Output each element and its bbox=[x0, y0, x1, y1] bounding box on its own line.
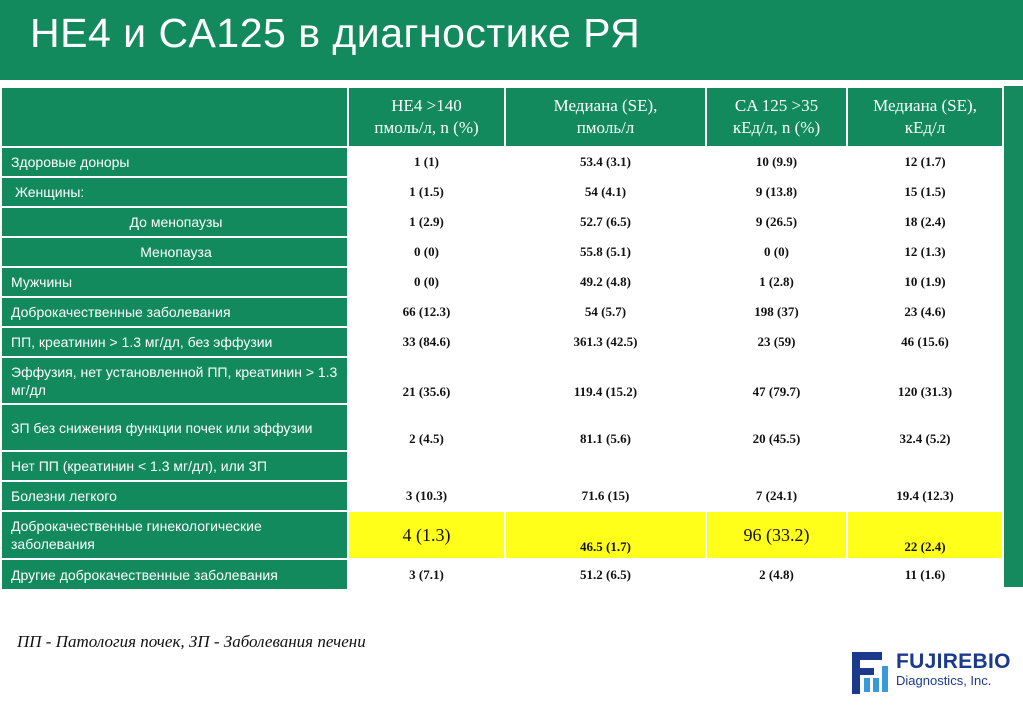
table-row bbox=[1, 207, 1003, 237]
cell-value: 81.1 (5.6) bbox=[505, 404, 706, 451]
cell-value: 52.7 (6.5) bbox=[505, 207, 706, 237]
row-label: Эффузия, нет установленной ПП, креатинин > 1.3 мг/дл bbox=[1, 357, 348, 404]
row-label: До менопаузы bbox=[1, 207, 348, 237]
cell-value: 20 (45.5) bbox=[706, 404, 847, 451]
cell-value: 0 (0) bbox=[706, 237, 847, 267]
table-row bbox=[1, 237, 1003, 267]
cell-value: 46 (15.6) bbox=[847, 327, 1003, 357]
row-label: Доброкачественные заболевания bbox=[1, 297, 348, 327]
cell-value: 19.4 (12.3) bbox=[847, 481, 1003, 511]
page-title: HE4 и CA125 в диагностике РЯ bbox=[30, 10, 641, 56]
cell-value: 3 (7.1) bbox=[348, 559, 505, 590]
table-row bbox=[1, 297, 1003, 327]
cell-value: 9 (13.8) bbox=[706, 177, 847, 207]
row-label: Болезни легкого bbox=[1, 481, 348, 511]
cell-value bbox=[348, 451, 505, 481]
row-label: ПП, креатинин > 1.3 мг/дл, без эффузии bbox=[1, 327, 348, 357]
table-row bbox=[1, 327, 1003, 357]
logo-subtitle: Diagnostics, Inc. bbox=[896, 673, 992, 688]
cell-value: 10 (1.9) bbox=[847, 267, 1003, 297]
cell-value: 1 (2.8) bbox=[706, 267, 847, 297]
footnote: ПП - Патология почек, ЗП - Заболевания печени bbox=[17, 632, 366, 651]
cell-value: 46.5 (1.7) bbox=[505, 511, 706, 559]
cell-value: 49.2 (4.8) bbox=[505, 267, 706, 297]
cell-value: 54 (4.1) bbox=[505, 177, 706, 207]
data-table bbox=[0, 86, 1004, 591]
cell-value: 2 (4.5) bbox=[348, 404, 505, 451]
cell-value: 71.6 (15) bbox=[505, 481, 706, 511]
cell-value: 51.2 (6.5) bbox=[505, 559, 706, 590]
cell-value: 55.8 (5.1) bbox=[505, 237, 706, 267]
logo-name: FUJIREBIO bbox=[896, 650, 1011, 673]
header-ca125-median: Медиана (SE), кЕд/л bbox=[847, 87, 1003, 147]
cell-value: 0 (0) bbox=[348, 267, 505, 297]
table-row-highlighted bbox=[1, 511, 1003, 559]
table-row bbox=[1, 559, 1003, 590]
table-row bbox=[1, 451, 1003, 481]
cell-value: 1 (1.5) bbox=[348, 177, 505, 207]
row-label: Женщины: bbox=[1, 177, 348, 207]
cell-value: 53.4 (3.1) bbox=[505, 147, 706, 177]
cell-value: 11 (1.6) bbox=[847, 559, 1003, 590]
table-row bbox=[1, 357, 1003, 404]
cell-value: 0 (0) bbox=[348, 237, 505, 267]
header-blank-cell bbox=[1, 87, 348, 147]
cell-value: 2 (4.8) bbox=[706, 559, 847, 590]
cell-value: 12 (1.7) bbox=[847, 147, 1003, 177]
cell-value: 4 (1.3) bbox=[348, 511, 505, 559]
header-ca125-count: CA 125 >35 кЕд/л, n (%) bbox=[706, 87, 847, 147]
cell-value: 15 (1.5) bbox=[847, 177, 1003, 207]
cell-value bbox=[706, 451, 847, 481]
cell-value: 66 (12.3) bbox=[348, 297, 505, 327]
cell-value: 21 (35.6) bbox=[348, 357, 505, 404]
cell-value: 7 (24.1) bbox=[706, 481, 847, 511]
table-row bbox=[1, 147, 1003, 177]
fujirebio-logo-icon bbox=[850, 648, 892, 696]
cell-value: 96 (33.2) bbox=[706, 511, 847, 559]
cell-value: 47 (79.7) bbox=[706, 357, 847, 404]
cell-value: 198 (37) bbox=[706, 297, 847, 327]
table-row bbox=[1, 404, 1003, 451]
cell-value: 120 (31.3) bbox=[847, 357, 1003, 404]
cell-value bbox=[847, 451, 1003, 481]
cell-value: 54 (5.7) bbox=[505, 297, 706, 327]
table-row bbox=[1, 177, 1003, 207]
table-row bbox=[1, 481, 1003, 511]
cell-value: 119.4 (15.2) bbox=[505, 357, 706, 404]
cell-value: 23 (4.6) bbox=[847, 297, 1003, 327]
row-label: Доброкачественные гинекологические заболевания bbox=[1, 511, 348, 559]
fujirebio-logo bbox=[850, 648, 1010, 696]
header-he4-median: Медиана (SE), пмоль/л bbox=[505, 87, 706, 147]
table-header-row bbox=[1, 87, 1003, 147]
cell-value: 18 (2.4) bbox=[847, 207, 1003, 237]
cell-value: 33 (84.6) bbox=[348, 327, 505, 357]
title-bar bbox=[0, 0, 1023, 80]
cell-value: 12 (1.3) bbox=[847, 237, 1003, 267]
cell-value: 361.3 (42.5) bbox=[505, 327, 706, 357]
row-label: ЗП без снижения функции почек или эффузии bbox=[1, 404, 348, 451]
table-row bbox=[1, 267, 1003, 297]
row-label: Мужчины bbox=[1, 267, 348, 297]
cell-value: 3 (10.3) bbox=[348, 481, 505, 511]
cell-value: 10 (9.9) bbox=[706, 147, 847, 177]
row-label: Другие доброкачественные заболевания bbox=[1, 559, 348, 590]
row-label: Менопауза bbox=[1, 237, 348, 267]
cell-value: 9 (26.5) bbox=[706, 207, 847, 237]
cell-value bbox=[505, 451, 706, 481]
cell-value: 23 (59) bbox=[706, 327, 847, 357]
row-label: Нет ПП (креатинин < 1.3 мг/дл), или ЗП bbox=[1, 451, 348, 481]
cell-value: 1 (2.9) bbox=[348, 207, 505, 237]
row-label: Здоровые доноры bbox=[1, 147, 348, 177]
cell-value: 1 (1) bbox=[348, 147, 505, 177]
cell-value: 32.4 (5.2) bbox=[847, 404, 1003, 451]
cell-value: 22 (2.4) bbox=[847, 511, 1003, 559]
header-he4-count: HE4 >140 пмоль/л, n (%) bbox=[348, 87, 505, 147]
